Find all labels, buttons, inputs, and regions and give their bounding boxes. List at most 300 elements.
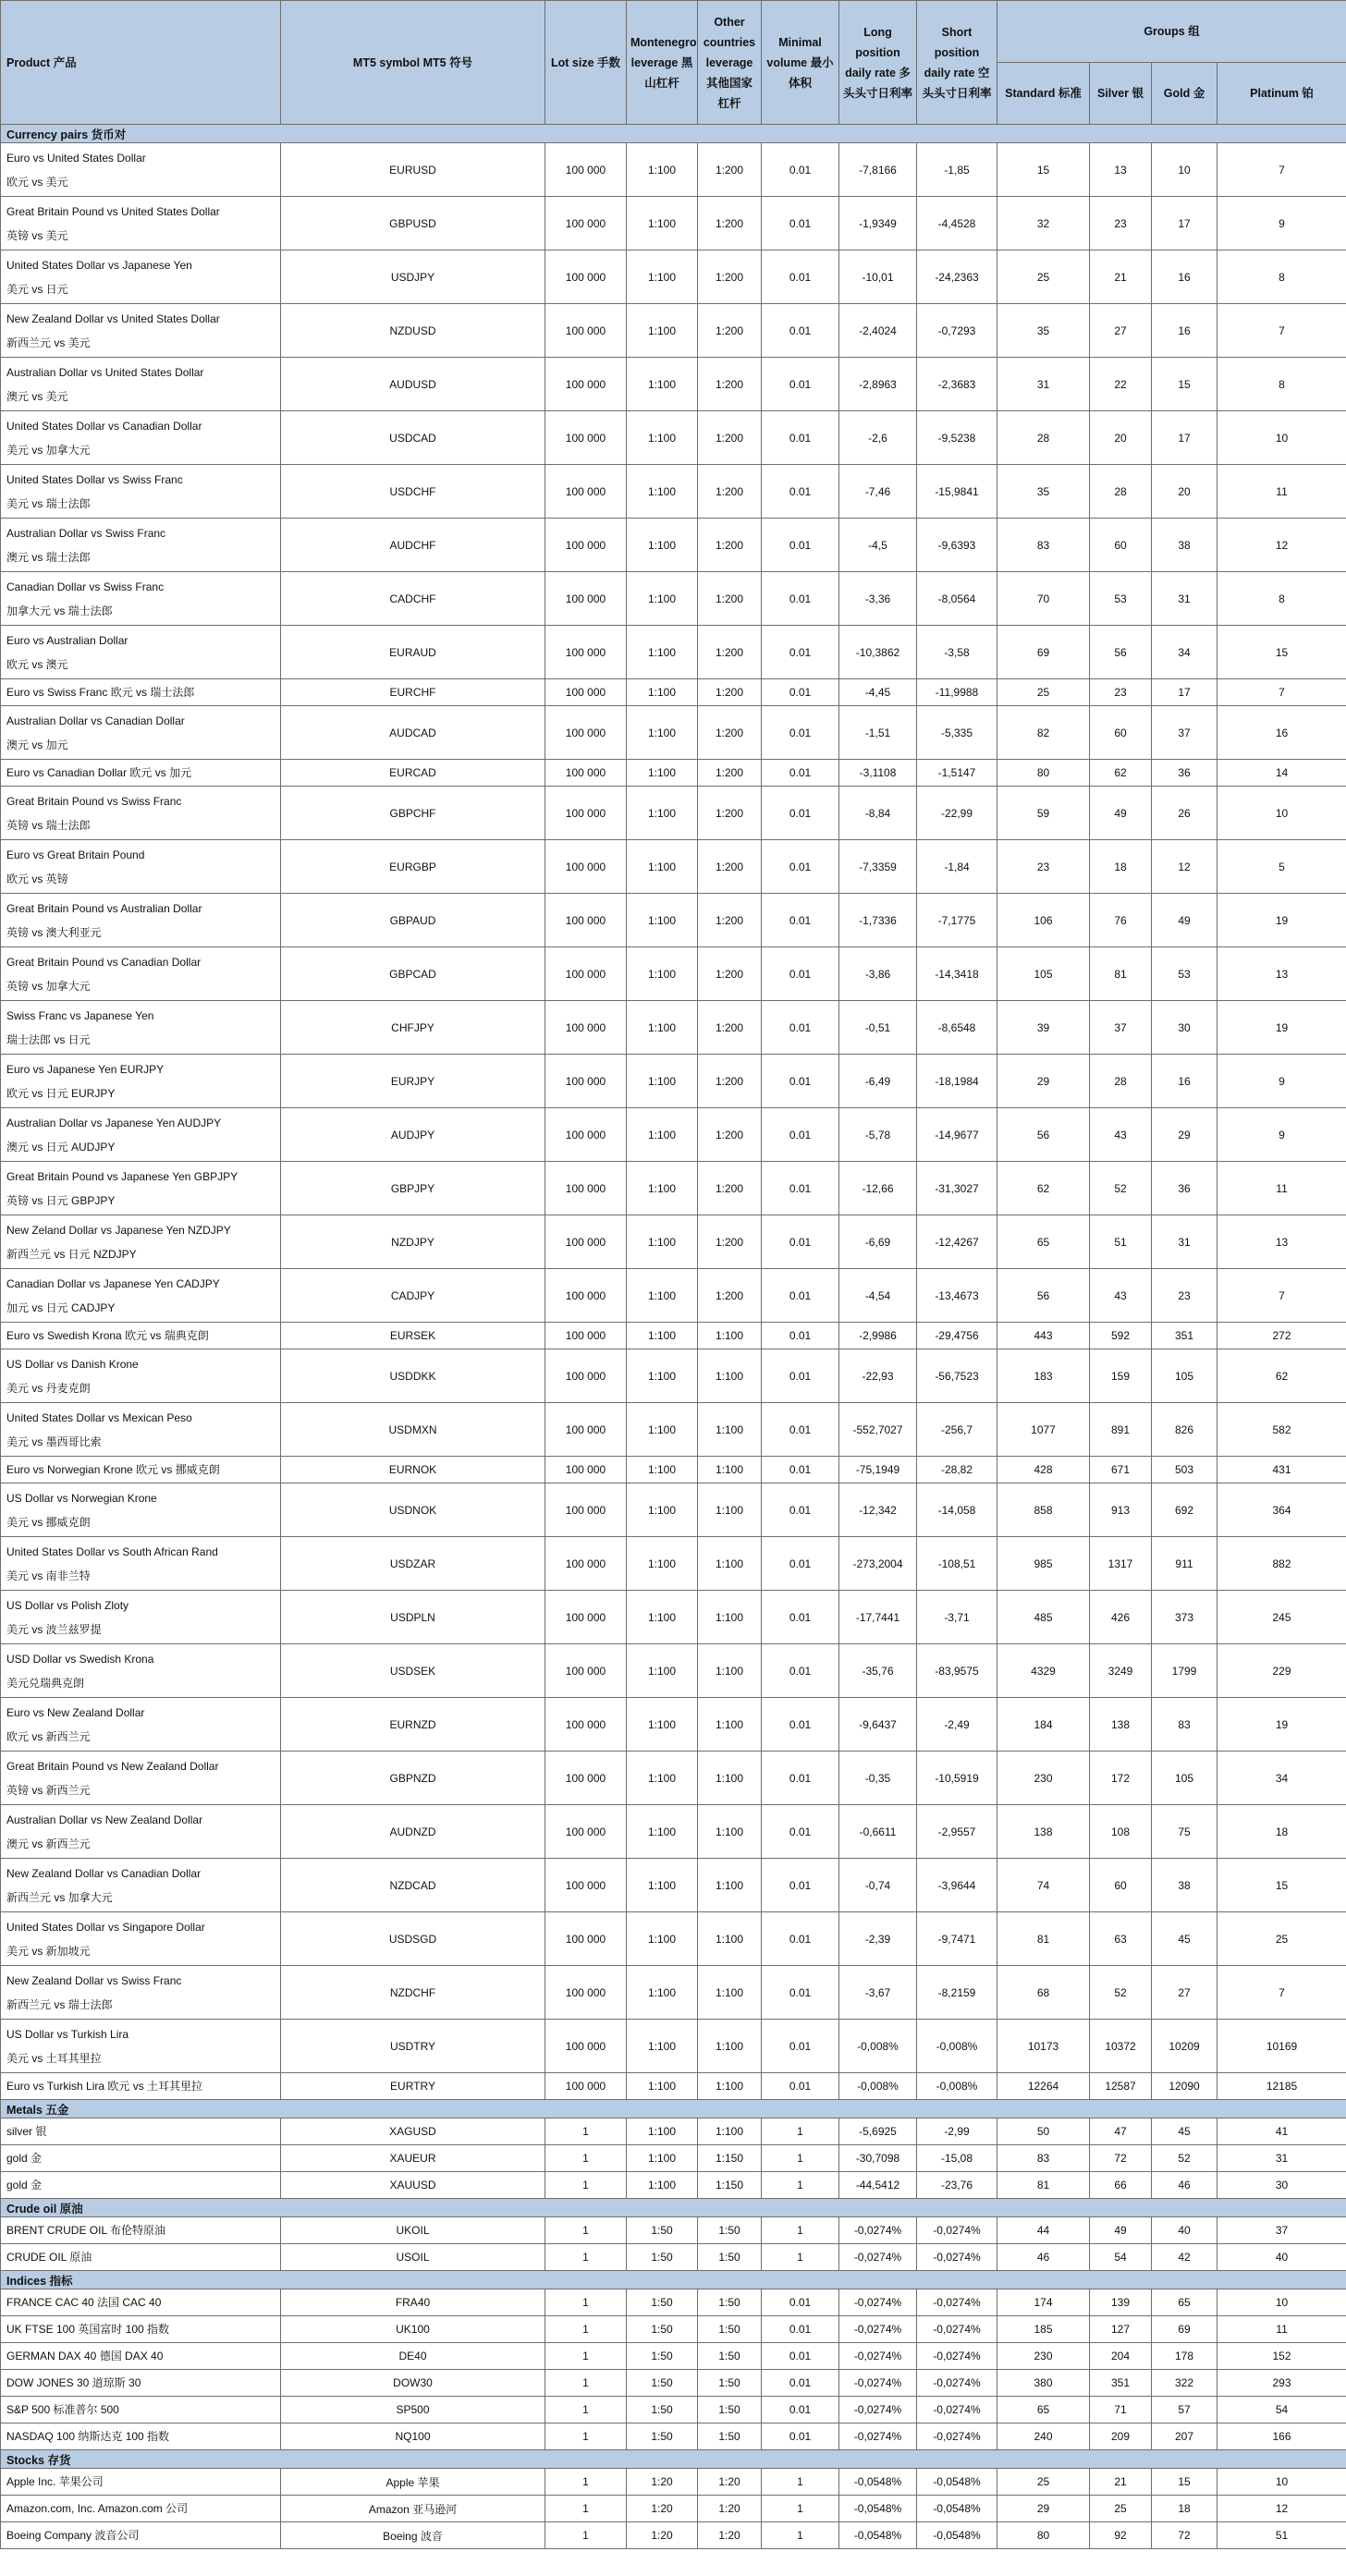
short-rate-cell: -0,0274% xyxy=(917,2343,997,2370)
gold-cell: 17 xyxy=(1152,411,1218,465)
platinum-cell: 12 xyxy=(1218,2496,1346,2522)
lot-size-cell: 100 000 xyxy=(545,1752,627,1805)
other-leverage-cell: 1:100 xyxy=(698,1698,762,1752)
other-leverage-cell: 1:100 xyxy=(698,1805,762,1859)
gold-cell: 72 xyxy=(1152,2522,1218,2549)
montenegro-leverage-cell: 1:100 xyxy=(627,2145,698,2172)
other-leverage-cell: 1:50 xyxy=(698,2217,762,2244)
long-rate-cell: -2,8963 xyxy=(839,358,917,411)
silver-cell: 28 xyxy=(1090,1055,1152,1108)
col-standard: Standard 标准 xyxy=(997,63,1090,125)
product-name: DOW JONES 30 道琼斯 30 xyxy=(6,2376,141,2389)
product-cell xyxy=(1,250,281,304)
short-rate-cell: -15,08 xyxy=(917,2145,997,2172)
platinum-cell: 54 xyxy=(1218,2397,1346,2423)
lot-size-cell: 1 xyxy=(545,2118,627,2145)
silver-cell: 127 xyxy=(1090,2316,1152,2343)
standard-cell: 70 xyxy=(997,572,1090,626)
section-title: Metals 五金 xyxy=(1,2100,1346,2118)
long-rate-cell: -2,9986 xyxy=(839,1323,917,1349)
lot-size-cell: 100 000 xyxy=(545,572,627,626)
symbol-cell: XAUEUR xyxy=(281,2145,545,2172)
silver-cell: 204 xyxy=(1090,2343,1152,2370)
col-short-rate: Short position daily rate 空头头寸日利率 xyxy=(917,1,997,125)
montenegro-leverage-cell: 1:100 xyxy=(627,1912,698,1966)
symbol-cell: EURNZD xyxy=(281,1698,545,1752)
long-rate-cell: -0,35 xyxy=(839,1752,917,1805)
product-name: United States Dollar vs Singapore Dollar xyxy=(6,1920,205,1934)
long-rate-cell: -3,36 xyxy=(839,572,917,626)
montenegro-leverage-cell: 1:20 xyxy=(627,2522,698,2549)
short-rate-cell: -8,6548 xyxy=(917,1001,997,1055)
product-name: Euro vs Great Britain Pound xyxy=(6,848,145,861)
long-rate-cell: -6,49 xyxy=(839,1055,917,1108)
long-rate-cell: -12,66 xyxy=(839,1162,917,1215)
table-row xyxy=(1,2496,1346,2522)
silver-cell: 23 xyxy=(1090,679,1152,706)
other-leverage-cell: 1:20 xyxy=(698,2522,762,2549)
lot-size-cell: 100 000 xyxy=(545,1323,627,1349)
product-name: Euro vs Australian Dollar xyxy=(6,633,128,647)
short-rate-cell: -14,9677 xyxy=(917,1108,997,1162)
gold-cell: 52 xyxy=(1152,2145,1218,2172)
product-name: Australian Dollar vs United States Dollar xyxy=(6,365,204,379)
short-rate-cell: -7,1775 xyxy=(917,894,997,947)
gold-cell: 16 xyxy=(1152,1055,1218,1108)
silver-cell: 21 xyxy=(1090,250,1152,304)
platinum-cell: 245 xyxy=(1218,1591,1346,1644)
min-volume-cell: 0.01 xyxy=(762,840,839,894)
lot-size-cell: 100 000 xyxy=(545,2073,627,2100)
montenegro-leverage-cell: 1:100 xyxy=(627,1403,698,1457)
product-name-cn: 澳元 vs 新西兰元 xyxy=(6,1837,91,1850)
table-row xyxy=(1,2020,1346,2073)
silver-cell: 49 xyxy=(1090,787,1152,840)
long-rate-cell: -22,93 xyxy=(839,1349,917,1403)
standard-cell: 62 xyxy=(997,1162,1090,1215)
min-volume-cell: 0.01 xyxy=(762,947,839,1001)
long-rate-cell: -1,7336 xyxy=(839,894,917,947)
min-volume-cell: 0.01 xyxy=(762,2020,839,2073)
product-cell xyxy=(1,1403,281,1457)
silver-cell: 49 xyxy=(1090,2217,1152,2244)
standard-cell: 80 xyxy=(997,760,1090,787)
gold-cell: 49 xyxy=(1152,894,1218,947)
other-leverage-cell: 1:200 xyxy=(698,947,762,1001)
standard-cell: 44 xyxy=(997,2217,1090,2244)
table-row xyxy=(1,2118,1346,2145)
silver-cell: 63 xyxy=(1090,1912,1152,1966)
product-cell xyxy=(1,2316,281,2343)
gold-cell: 16 xyxy=(1152,250,1218,304)
product-cell xyxy=(1,2073,281,2100)
other-leverage-cell: 1:200 xyxy=(698,519,762,572)
symbol-cell: AUDNZD xyxy=(281,1805,545,1859)
table-row xyxy=(1,465,1346,519)
table-row xyxy=(1,1323,1346,1349)
table-row xyxy=(1,626,1346,679)
montenegro-leverage-cell: 1:100 xyxy=(627,1108,698,1162)
product-name: Australian Dollar vs New Zealand Dollar xyxy=(6,1813,203,1826)
product-name: Australian Dollar vs Canadian Dollar xyxy=(6,714,185,727)
product-cell xyxy=(1,1752,281,1805)
product-name: New Zealand Dollar vs Canadian Dollar xyxy=(6,1866,202,1880)
symbol-cell: DE40 xyxy=(281,2343,545,2370)
silver-cell: 62 xyxy=(1090,760,1152,787)
gold-cell: 15 xyxy=(1152,358,1218,411)
long-rate-cell: -3,86 xyxy=(839,947,917,1001)
product-cell xyxy=(1,706,281,760)
other-leverage-cell: 1:100 xyxy=(698,1537,762,1591)
product-cell xyxy=(1,1966,281,2020)
lot-size-cell: 1 xyxy=(545,2343,627,2370)
lot-size-cell: 100 000 xyxy=(545,1859,627,1912)
long-rate-cell: -5,78 xyxy=(839,1108,917,1162)
gold-cell: 503 xyxy=(1152,1457,1218,1483)
long-rate-cell: -273,2004 xyxy=(839,1537,917,1591)
table-row xyxy=(1,1162,1346,1215)
silver-cell: 12587 xyxy=(1090,2073,1152,2100)
standard-cell: 35 xyxy=(997,304,1090,358)
other-leverage-cell: 1:200 xyxy=(698,760,762,787)
other-leverage-cell: 1:200 xyxy=(698,894,762,947)
standard-cell: 185 xyxy=(997,2316,1090,2343)
section-header xyxy=(1,2199,1346,2217)
product-name: Euro vs United States Dollar xyxy=(6,151,146,165)
platinum-cell: 7 xyxy=(1218,679,1346,706)
short-rate-cell: -1,84 xyxy=(917,840,997,894)
min-volume-cell: 0.01 xyxy=(762,1644,839,1698)
table-row xyxy=(1,1805,1346,1859)
product-name: gold 金 xyxy=(6,2179,43,2191)
product-name: Euro vs Canadian Dollar 欧元 vs 加元 xyxy=(6,766,192,779)
long-rate-cell: -10,3862 xyxy=(839,626,917,679)
montenegro-leverage-cell: 1:50 xyxy=(627,2343,698,2370)
lot-size-cell: 100 000 xyxy=(545,1644,627,1698)
other-leverage-cell: 1:200 xyxy=(698,465,762,519)
long-rate-cell: -1,51 xyxy=(839,706,917,760)
short-rate-cell: -83,9575 xyxy=(917,1644,997,1698)
symbol-cell: XAUUSD xyxy=(281,2172,545,2199)
gold-cell: 46 xyxy=(1152,2172,1218,2199)
product-name: New Zeland Dollar vs Japanese Yen NZDJPY xyxy=(6,1223,231,1237)
product-cell xyxy=(1,2397,281,2423)
short-rate-cell: -22,99 xyxy=(917,787,997,840)
table-row xyxy=(1,1055,1346,1108)
table-row xyxy=(1,1644,1346,1698)
product-cell xyxy=(1,2370,281,2397)
other-leverage-cell: 1:200 xyxy=(698,197,762,250)
symbol-cell: XAGUSD xyxy=(281,2118,545,2145)
standard-cell: 174 xyxy=(997,2289,1090,2316)
product-name: silver 银 xyxy=(6,2125,47,2138)
standard-cell: 184 xyxy=(997,1698,1090,1752)
symbol-cell: Boeing 波音 xyxy=(281,2522,545,2549)
silver-cell: 23 xyxy=(1090,197,1152,250)
min-volume-cell: 0.01 xyxy=(762,1269,839,1323)
product-name: Euro vs Japanese Yen EURJPY xyxy=(6,1062,165,1076)
platinum-cell: 30 xyxy=(1218,2172,1346,2199)
product-cell xyxy=(1,2469,281,2496)
product-name-cn: 英镑 vs 瑞士法郎 xyxy=(6,818,91,832)
long-rate-cell: -4,54 xyxy=(839,1269,917,1323)
silver-cell: 47 xyxy=(1090,2118,1152,2145)
standard-cell: 105 xyxy=(997,947,1090,1001)
lot-size-cell: 1 xyxy=(545,2244,627,2271)
gold-cell: 36 xyxy=(1152,1162,1218,1215)
product-name: Boeing Company 波音公司 xyxy=(6,2529,140,2542)
short-rate-cell: -3,9644 xyxy=(917,1859,997,1912)
symbol-cell: UKOIL xyxy=(281,2217,545,2244)
other-leverage-cell: 1:20 xyxy=(698,2496,762,2522)
long-rate-cell: -12,342 xyxy=(839,1483,917,1537)
standard-cell: 25 xyxy=(997,250,1090,304)
min-volume-cell: 0.01 xyxy=(762,1323,839,1349)
lot-size-cell: 100 000 xyxy=(545,1912,627,1966)
montenegro-leverage-cell: 1:100 xyxy=(627,2118,698,2145)
symbol-cell: AUDCAD xyxy=(281,706,545,760)
lot-size-cell: 100 000 xyxy=(545,1457,627,1483)
gold-cell: 37 xyxy=(1152,706,1218,760)
lot-size-cell: 1 xyxy=(545,2469,627,2496)
montenegro-leverage-cell: 1:100 xyxy=(627,1805,698,1859)
product-name: Australian Dollar vs Swiss Franc xyxy=(6,526,166,540)
montenegro-leverage-cell: 1:100 xyxy=(627,679,698,706)
lot-size-cell: 100 000 xyxy=(545,1269,627,1323)
short-rate-cell: -0,0274% xyxy=(917,2397,997,2423)
product-name: Canadian Dollar vs Swiss Franc xyxy=(6,580,165,593)
symbol-cell: SP500 xyxy=(281,2397,545,2423)
lot-size-cell: 100 000 xyxy=(545,1805,627,1859)
montenegro-leverage-cell: 1:50 xyxy=(627,2244,698,2271)
table-row xyxy=(1,760,1346,787)
min-volume-cell: 1 xyxy=(762,2244,839,2271)
gold-cell: 12090 xyxy=(1152,2073,1218,2100)
gold-cell: 27 xyxy=(1152,1966,1218,2020)
other-leverage-cell: 1:200 xyxy=(698,1001,762,1055)
platinum-cell: 25 xyxy=(1218,1912,1346,1966)
long-rate-cell: -0,51 xyxy=(839,1001,917,1055)
lot-size-cell: 100 000 xyxy=(545,519,627,572)
silver-cell: 28 xyxy=(1090,465,1152,519)
montenegro-leverage-cell: 1:100 xyxy=(627,947,698,1001)
lot-size-cell: 100 000 xyxy=(545,197,627,250)
long-rate-cell: -0,6611 xyxy=(839,1805,917,1859)
lot-size-cell: 100 000 xyxy=(545,1591,627,1644)
other-leverage-cell: 1:100 xyxy=(698,1323,762,1349)
lot-size-cell: 100 000 xyxy=(545,626,627,679)
symbol-cell: USDCHF xyxy=(281,465,545,519)
short-rate-cell: -0,0274% xyxy=(917,2370,997,2397)
other-leverage-cell: 1:200 xyxy=(698,679,762,706)
lot-size-cell: 100 000 xyxy=(545,1537,627,1591)
standard-cell: 68 xyxy=(997,1966,1090,2020)
long-rate-cell: -0,0274% xyxy=(839,2244,917,2271)
min-volume-cell: 0.01 xyxy=(762,2397,839,2423)
col-platinum: Platinum 铂 xyxy=(1218,63,1346,125)
silver-cell: 43 xyxy=(1090,1108,1152,1162)
product-cell xyxy=(1,2244,281,2271)
platinum-cell: 19 xyxy=(1218,894,1346,947)
montenegro-leverage-cell: 1:100 xyxy=(627,143,698,197)
product-cell xyxy=(1,840,281,894)
product-cell xyxy=(1,197,281,250)
table-row xyxy=(1,2172,1346,2199)
product-name-cn: 欧元 vs 新西兰元 xyxy=(6,1729,91,1743)
product-name-cn: 美元 vs 挪威克朗 xyxy=(6,1515,91,1529)
gold-cell: 31 xyxy=(1152,572,1218,626)
lot-size-cell: 100 000 xyxy=(545,1215,627,1269)
silver-cell: 18 xyxy=(1090,840,1152,894)
table-row xyxy=(1,2145,1346,2172)
other-leverage-cell: 1:100 xyxy=(698,1483,762,1537)
long-rate-cell: -30,7098 xyxy=(839,2145,917,2172)
long-rate-cell: -7,8166 xyxy=(839,143,917,197)
symbol-cell: NZDCHF xyxy=(281,1966,545,2020)
symbol-cell: USDDKK xyxy=(281,1349,545,1403)
gold-cell: 373 xyxy=(1152,1591,1218,1644)
table-row xyxy=(1,2370,1346,2397)
montenegro-leverage-cell: 1:100 xyxy=(627,787,698,840)
short-rate-cell: -108,51 xyxy=(917,1537,997,1591)
short-rate-cell: -5,335 xyxy=(917,706,997,760)
gold-cell: 18 xyxy=(1152,2496,1218,2522)
standard-cell: 15 xyxy=(997,143,1090,197)
lot-size-cell: 1 xyxy=(545,2397,627,2423)
product-name-cn: 加拿大元 vs 瑞士法郎 xyxy=(6,604,113,617)
platinum-cell: 10 xyxy=(1218,787,1346,840)
product-name-cn: 美元 vs 丹麦克朗 xyxy=(6,1381,91,1395)
section-title: Currency pairs 货币对 xyxy=(1,125,1346,143)
standard-cell: 50 xyxy=(997,2118,1090,2145)
gold-cell: 45 xyxy=(1152,2118,1218,2145)
table-row xyxy=(1,572,1346,626)
table-row xyxy=(1,1912,1346,1966)
min-volume-cell: 1 xyxy=(762,2118,839,2145)
table-row xyxy=(1,787,1346,840)
silver-cell: 891 xyxy=(1090,1403,1152,1457)
product-cell xyxy=(1,1859,281,1912)
table-row xyxy=(1,840,1346,894)
silver-cell: 426 xyxy=(1090,1591,1152,1644)
min-volume-cell: 0.01 xyxy=(762,572,839,626)
long-rate-cell: -3,1108 xyxy=(839,760,917,787)
other-leverage-cell: 1:200 xyxy=(698,1162,762,1215)
long-rate-cell: -0,008% xyxy=(839,2073,917,2100)
product-name: Apple Inc. 苹果公司 xyxy=(6,2475,104,2488)
min-volume-cell: 1 xyxy=(762,2496,839,2522)
col-product: Product 产品 xyxy=(1,1,281,125)
product-name: Amazon.com, Inc. Amazon.com 公司 xyxy=(6,2502,189,2515)
platinum-cell: 37 xyxy=(1218,2217,1346,2244)
long-rate-cell: -0,0548% xyxy=(839,2496,917,2522)
other-leverage-cell: 1:50 xyxy=(698,2423,762,2450)
standard-cell: 1077 xyxy=(997,1403,1090,1457)
product-cell xyxy=(1,2423,281,2450)
lot-size-cell: 100 000 xyxy=(545,1698,627,1752)
table-row xyxy=(1,1537,1346,1591)
standard-cell: 65 xyxy=(997,1215,1090,1269)
platinum-cell: 7 xyxy=(1218,143,1346,197)
lot-size-cell: 100 000 xyxy=(545,760,627,787)
other-leverage-cell: 1:100 xyxy=(698,2020,762,2073)
standard-cell: 81 xyxy=(997,2172,1090,2199)
product-name-cn: 欧元 vs 澳元 xyxy=(6,657,68,671)
lot-size-cell: 100 000 xyxy=(545,411,627,465)
silver-cell: 22 xyxy=(1090,358,1152,411)
short-rate-cell: -28,82 xyxy=(917,1457,997,1483)
product-cell xyxy=(1,679,281,706)
other-leverage-cell: 1:200 xyxy=(698,1108,762,1162)
other-leverage-cell: 1:100 xyxy=(698,1644,762,1698)
gold-cell: 23 xyxy=(1152,1269,1218,1323)
lot-size-cell: 100 000 xyxy=(545,143,627,197)
table-row xyxy=(1,1108,1346,1162)
montenegro-leverage-cell: 1:100 xyxy=(627,519,698,572)
other-leverage-cell: 1:200 xyxy=(698,626,762,679)
short-rate-cell: -256,7 xyxy=(917,1403,997,1457)
platinum-cell: 11 xyxy=(1218,465,1346,519)
other-leverage-cell: 1:50 xyxy=(698,2397,762,2423)
standard-cell: 46 xyxy=(997,2244,1090,2271)
product-name: New Zealand Dollar vs Swiss Franc xyxy=(6,1973,182,1987)
other-leverage-cell: 1:200 xyxy=(698,250,762,304)
symbol-cell: GBPJPY xyxy=(281,1162,545,1215)
min-volume-cell: 0.01 xyxy=(762,2423,839,2450)
silver-cell: 3249 xyxy=(1090,1644,1152,1698)
short-rate-cell: -0,7293 xyxy=(917,304,997,358)
montenegro-leverage-cell: 1:50 xyxy=(627,2370,698,2397)
long-rate-cell: -7,3359 xyxy=(839,840,917,894)
gold-cell: 178 xyxy=(1152,2343,1218,2370)
lot-size-cell: 100 000 xyxy=(545,1349,627,1403)
symbol-cell: AUDJPY xyxy=(281,1108,545,1162)
standard-cell: 32 xyxy=(997,197,1090,250)
col-long-rate: Long position daily rate 多头头寸日利率 xyxy=(839,1,917,125)
symbol-cell: EURJPY xyxy=(281,1055,545,1108)
other-leverage-cell: 1:200 xyxy=(698,787,762,840)
product-name: Great Britain Pound vs Australian Dollar xyxy=(6,901,202,915)
product-name: New Zealand Dollar vs United States Dollar xyxy=(6,311,220,325)
section-header xyxy=(1,2271,1346,2289)
table-body xyxy=(1,125,1346,2549)
other-leverage-cell: 1:100 xyxy=(698,1349,762,1403)
silver-cell: 351 xyxy=(1090,2370,1152,2397)
montenegro-leverage-cell: 1:100 xyxy=(627,1323,698,1349)
long-rate-cell: -0,0274% xyxy=(839,2289,917,2316)
platinum-cell: 272 xyxy=(1218,1323,1346,1349)
product-cell xyxy=(1,465,281,519)
silver-cell: 72 xyxy=(1090,2145,1152,2172)
silver-cell: 10372 xyxy=(1090,2020,1152,2073)
symbol-cell: Apple 苹果 xyxy=(281,2469,545,2496)
product-cell xyxy=(1,787,281,840)
silver-cell: 52 xyxy=(1090,1162,1152,1215)
product-cell xyxy=(1,1215,281,1269)
platinum-cell: 293 xyxy=(1218,2370,1346,2397)
product-name: Euro vs Swedish Krona 欧元 vs 瑞典克朗 xyxy=(6,1329,209,1342)
product-name-cn: 欧元 vs 美元 xyxy=(6,175,68,189)
product-name-cn: 加元 vs 日元 CADJPY xyxy=(6,1300,116,1314)
other-leverage-cell: 1:200 xyxy=(698,304,762,358)
standard-cell: 69 xyxy=(997,626,1090,679)
table-row xyxy=(1,1349,1346,1403)
long-rate-cell: -3,67 xyxy=(839,1966,917,2020)
silver-cell: 92 xyxy=(1090,2522,1152,2549)
long-rate-cell: -0,0548% xyxy=(839,2469,917,2496)
product-name: S&P 500 标准普尔 500 xyxy=(6,2403,119,2416)
min-volume-cell: 0.01 xyxy=(762,411,839,465)
